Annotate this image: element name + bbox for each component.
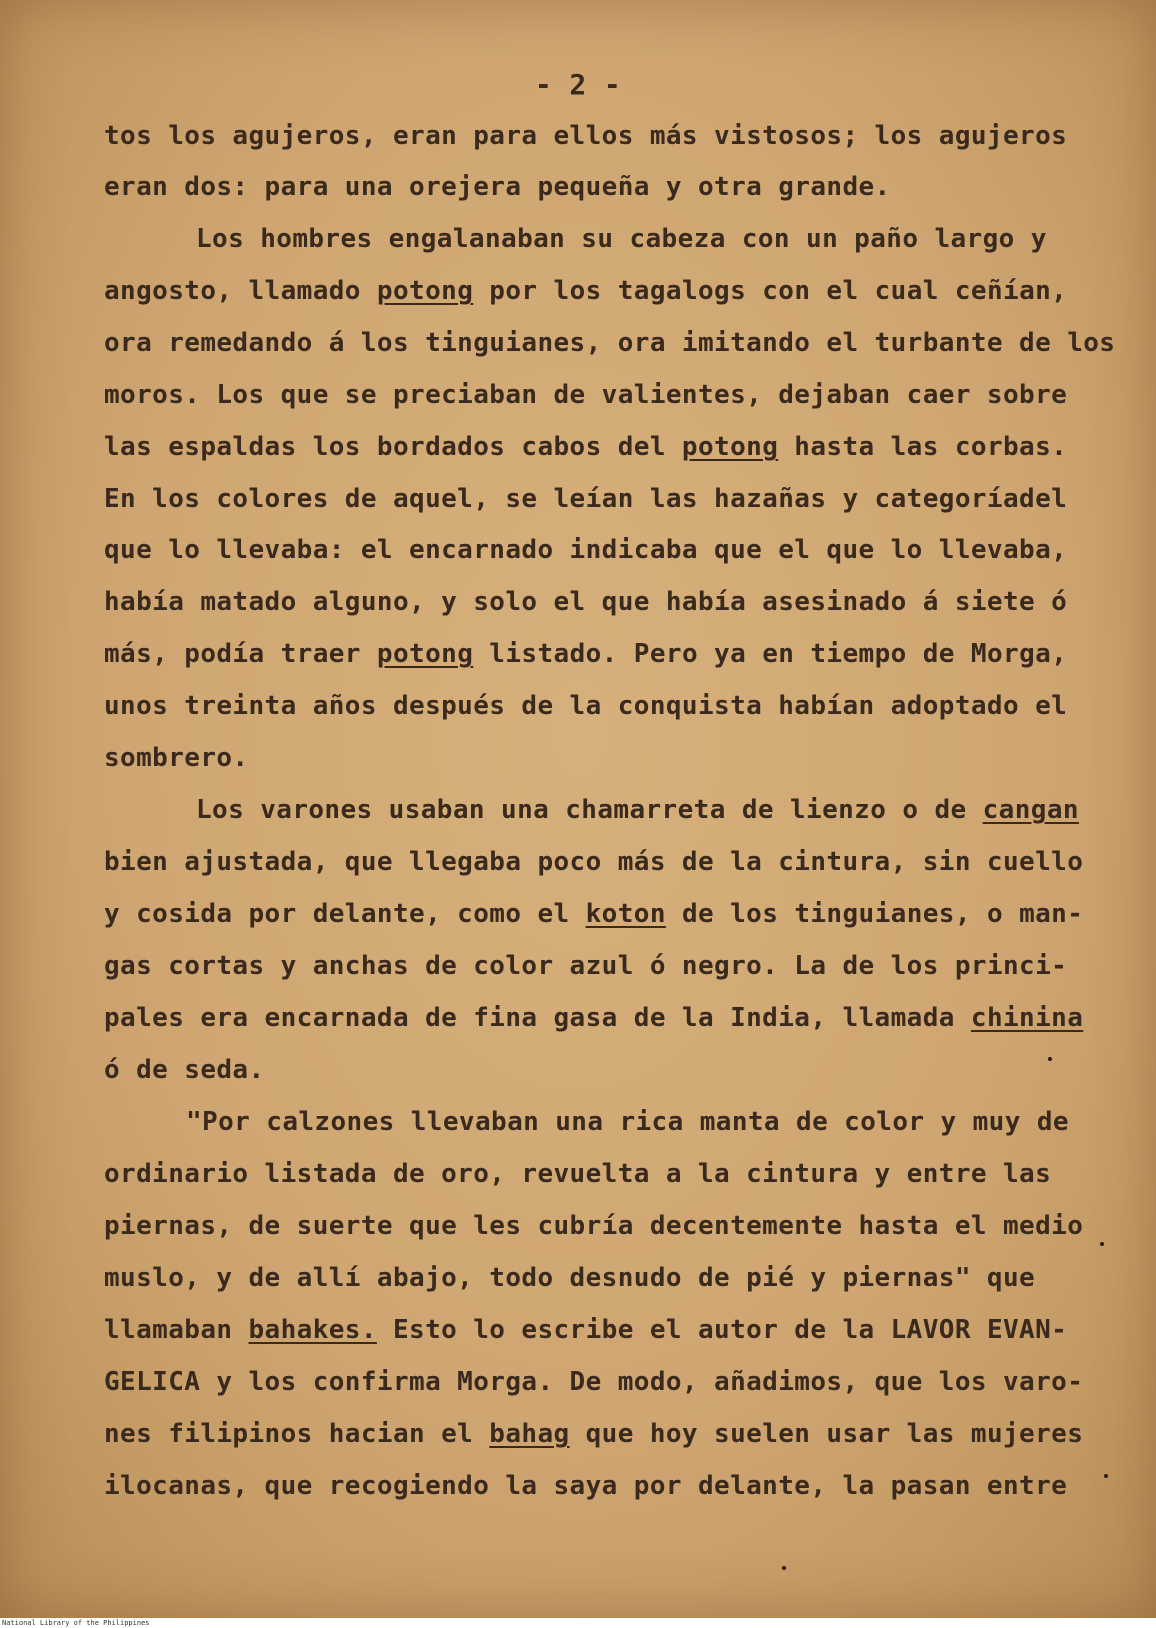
- text-segment: pales era encarnada de fina gasa de la India, llamada: [104, 1003, 971, 1033]
- ink-speck: [1100, 1242, 1104, 1246]
- text-segment: ora remedando á los tinguianes, ora imitando el turbante de los: [104, 328, 1116, 358]
- text-segment: había matado alguno, y solo el que había asesinado á siete ó: [104, 587, 1068, 617]
- ink-speck: [1048, 1057, 1052, 1061]
- text-segment: sombrero.: [104, 743, 249, 773]
- underlined-term: potong: [376, 639, 474, 669]
- text-segment: angosto, llamado: [104, 276, 377, 306]
- text-segment: por los tagalogs con el cual ceñían,: [473, 276, 1068, 306]
- underlined-term: bahag: [489, 1419, 570, 1449]
- text-line: [104, 434, 1067, 460]
- text-segment: que hoy suelen usar las mujeres: [569, 1419, 1084, 1449]
- underlined-term: chinina: [970, 1003, 1084, 1033]
- text-line: [104, 537, 1067, 563]
- text-line: [104, 1161, 1051, 1187]
- text-segment: y cosida por delante, como el: [104, 899, 586, 929]
- text-segment: bien ajustada, que llegaba poco más de la cintura, sin cuello: [104, 847, 1084, 877]
- text-segment: GELICA y los confirma Morga. De modo, añadimos, que los varo-: [104, 1367, 1084, 1397]
- text-line: [104, 486, 1067, 512]
- text-line: [104, 693, 1067, 719]
- text-line: [104, 174, 891, 200]
- text-line: [196, 226, 1047, 252]
- text-line: [196, 797, 1079, 823]
- text-segment: Los hombres engalanaban su cabeza con un paño largo y: [196, 224, 1047, 254]
- text-line: [104, 382, 1067, 408]
- text-segment: muslo, y de allí abajo, todo desnudo de pié y piernas" que: [104, 1263, 1036, 1293]
- text-line: [104, 901, 1083, 927]
- text-segment: listado. Pero ya en tiempo de Morga,: [473, 639, 1068, 669]
- text-segment: hasta las corbas.: [778, 432, 1068, 462]
- text-segment: ordinario listada de oro, revuelta a la cintura y entre las: [104, 1159, 1052, 1189]
- text-segment: las espaldas los bordados cabos del: [104, 432, 682, 462]
- underlined-term: cangan: [982, 795, 1079, 825]
- underlined-term: potong: [681, 432, 779, 462]
- underlined-term: bahakes.: [248, 1315, 377, 1345]
- text-segment: nes filipinos hacian el: [104, 1419, 490, 1449]
- text-segment: más, podía traer: [104, 639, 377, 669]
- text-line: [104, 123, 1067, 149]
- text-line: [104, 745, 248, 771]
- text-line: [104, 849, 1083, 875]
- text-segment: En los colores de aquel, se leían las hazañas y categoríadel: [104, 484, 1068, 514]
- text-segment: eran dos: para una orejera pequeña y otra grande.: [104, 172, 891, 202]
- text-line: [104, 330, 1115, 356]
- underlined-term: potong: [376, 276, 474, 306]
- text-segment: de los tinguianes, o man-: [665, 899, 1084, 929]
- text-line: [104, 278, 1067, 304]
- ink-speck: [1104, 1474, 1108, 1478]
- underlined-term: koton: [585, 899, 666, 929]
- text-line: [104, 1317, 1067, 1343]
- text-line: [104, 1213, 1083, 1239]
- text-line: [104, 1369, 1083, 1395]
- footer-credit: National Library of the Philippines: [2, 1619, 150, 1627]
- text-segment: piernas, de suerte que les cubría decentemente hasta el medio: [104, 1211, 1084, 1241]
- text-line: [104, 953, 1067, 979]
- text-line: [186, 1109, 1069, 1135]
- text-segment: Esto lo escribe el autor de la LAVOR EVAN-: [376, 1315, 1068, 1345]
- text-segment: llamaban: [104, 1315, 249, 1345]
- text-line: [104, 1057, 265, 1083]
- text-segment: que lo llevaba: el encarnado indicaba que el que lo llevaba,: [104, 535, 1068, 565]
- text-line: [104, 1421, 1083, 1447]
- text-line: [104, 589, 1067, 615]
- text-segment: Los varones usaban una chamarreta de lienzo o de: [196, 795, 983, 825]
- text-segment: ilocanas, que recogiendo la saya por delante, la pasan entre: [104, 1471, 1068, 1501]
- text-segment: tos los agujeros, eran para ellos más vistosos; los agujeros: [104, 121, 1068, 151]
- text-line: [104, 1005, 1083, 1031]
- text-segment: unos treinta años después de la conquista habían adoptado el: [104, 691, 1068, 721]
- text-segment: ó de seda.: [104, 1055, 265, 1085]
- text-segment: "Por calzones llevaban una rica manta de color y muy de: [186, 1107, 1069, 1137]
- text-segment: gas cortas y anchas de color azul ó negro. La de los princi-: [104, 951, 1068, 981]
- page-number: - 2 -: [534, 68, 622, 101]
- text-line: [104, 1265, 1035, 1291]
- text-line: [104, 1473, 1067, 1499]
- ink-speck: [782, 1566, 786, 1570]
- text-segment: moros. Los que se preciaban de valientes, dejaban caer sobre: [104, 380, 1068, 410]
- text-line: [104, 641, 1067, 667]
